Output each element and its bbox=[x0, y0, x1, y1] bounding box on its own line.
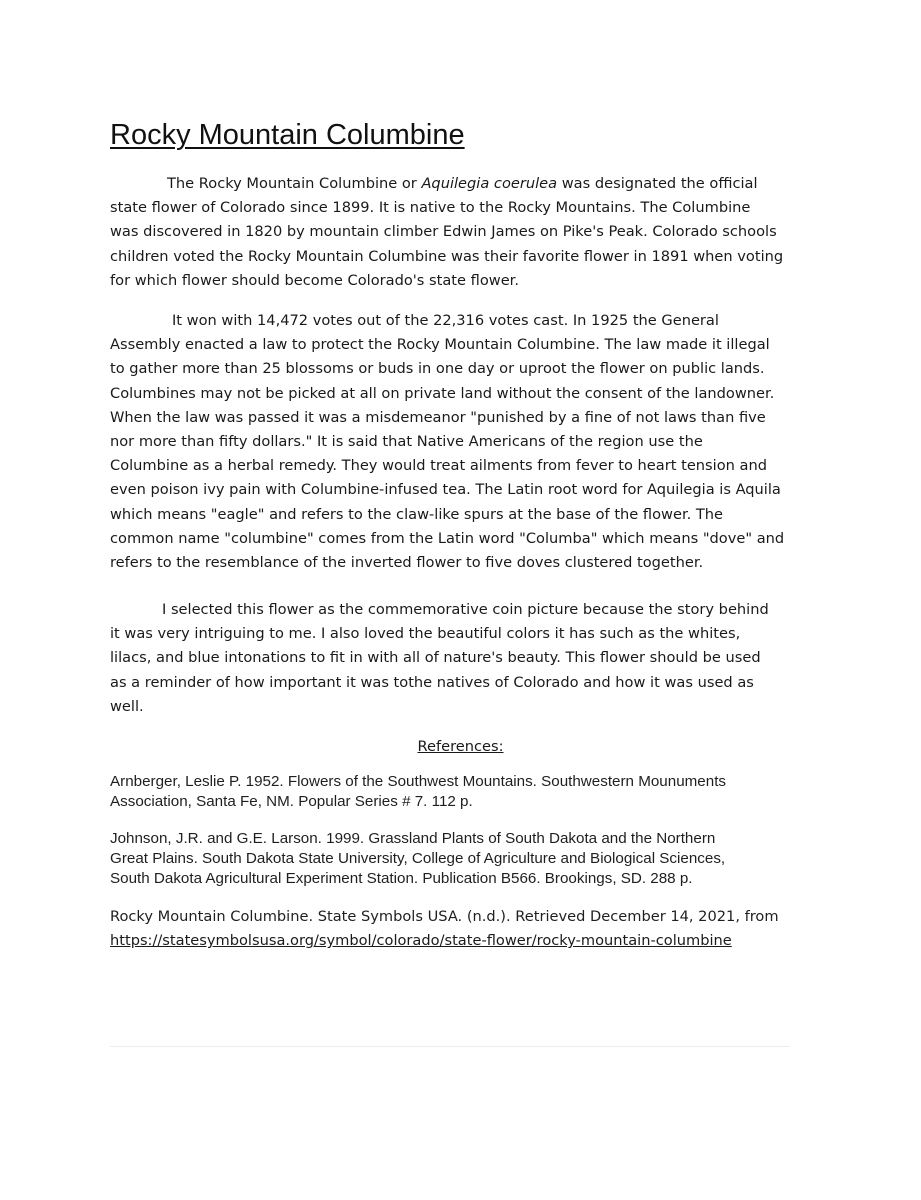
document-title: Rocky Mountain Columbine bbox=[110, 119, 465, 151]
scientific-name: Aquilegia coerulea bbox=[421, 175, 558, 192]
paragraph-line: common name "columbine" comes from the Latin word "Columba" which means "dove" and bbox=[110, 529, 785, 547]
paragraph-reason bbox=[110, 598, 825, 719]
scan-artifact-line bbox=[110, 1046, 790, 1047]
reference-line: Arnberger, Leslie P. 1952. Flowers of the Southwest Mountains. Southwestern Mounuments bbox=[110, 773, 727, 790]
paragraph-text: was designated the official bbox=[557, 175, 758, 192]
reference-johnson bbox=[110, 829, 830, 889]
paragraph-line: as a reminder of how important it was tothe natives of Colorado and how it was used as bbox=[110, 673, 754, 691]
reference-arnberger bbox=[110, 772, 830, 812]
paragraph-line: Columbines may not be picked at all on private land without the consent of the landowner. bbox=[110, 384, 775, 402]
paragraph-line: even poison ivy pain with Columbine-infused tea. The Latin root word for Aquilegia is Aquila bbox=[110, 481, 781, 499]
paragraph-line: lilacs, and blue intonations to fit in with all of nature's beauty. This flower should be used bbox=[110, 649, 761, 667]
reference-line: South Dakota Agricultural Experiment Station. Publication B566. Brookings, SD. 288 p. bbox=[110, 870, 693, 887]
paragraph-line: which means "eagle" and refers to the claw-like spurs at the base of the flower. The bbox=[110, 505, 724, 523]
paragraph-line: When the law was passed it was a misdemeanor "punished by a fine of not laws than five bbox=[110, 408, 766, 426]
paragraph-law bbox=[110, 309, 825, 575]
reference-state-symbols bbox=[110, 905, 830, 953]
paragraph-line: Columbine as a herbal remedy. They would treat ailments from fever to heart tension and bbox=[110, 457, 767, 475]
paragraph-line: nor more than fifty dollars." It is said that Native Americans of the region use the bbox=[110, 433, 703, 451]
paragraph-line: well. bbox=[110, 697, 144, 715]
references-heading: References: bbox=[417, 738, 504, 755]
paragraph-line: was discovered in 1820 by mountain climber Edwin James on Pike's Peak. Colorado schools bbox=[110, 223, 777, 241]
paragraph-line: children voted the Rocky Mountain Columbine was their favorite flower in 1891 when voting bbox=[110, 247, 784, 265]
paragraph-line: it was very intriguing to me. I also loved the beautiful colors it has such as the whites, bbox=[110, 625, 741, 643]
reference-line: Great Plains. South Dakota State University, College of Agriculture and Biological Sciences, bbox=[110, 850, 726, 867]
reference-line: Association, Santa Fe, NM. Popular Series # 7. 112 p. bbox=[110, 793, 473, 810]
paragraph-text: The Rocky Mountain Columbine or bbox=[167, 175, 422, 192]
paragraph-line: to gather more than 25 blossoms or buds in one day or uproot the flower on public lands. bbox=[110, 360, 765, 378]
paragraph-line: I selected this flower as the commemorative coin picture because the story behind bbox=[162, 601, 769, 618]
paragraph-line: Assembly enacted a law to protect the Rocky Mountain Columbine. The law made it illegal bbox=[110, 336, 770, 354]
reference-url-link[interactable]: https://statesymbolsusa.org/symbol/colorado/state-flower/rocky-mountain-columbine bbox=[110, 932, 732, 949]
paragraph-line: refers to the resemblance of the inverted flower to five doves clustered together. bbox=[110, 554, 704, 572]
reference-line: Johnson, J.R. and G.E. Larson. 1999. Grassland Plants of South Dakota and the Northern bbox=[110, 830, 716, 847]
paragraph-history bbox=[110, 172, 825, 293]
paragraph-line bbox=[110, 172, 825, 196]
paragraph-line: It won with 14,472 votes out of the 22,316 votes cast. In 1925 the General bbox=[172, 312, 719, 329]
paragraph-line: for which flower should become Colorado's state flower. bbox=[110, 271, 519, 289]
paragraph-line: state flower of Colorado since 1899. It is native to the Rocky Mountains. The Columbine bbox=[110, 199, 751, 217]
reference-line: Rocky Mountain Columbine. State Symbols USA. (n.d.). Retrieved December 14, 2021, from bbox=[110, 908, 779, 925]
